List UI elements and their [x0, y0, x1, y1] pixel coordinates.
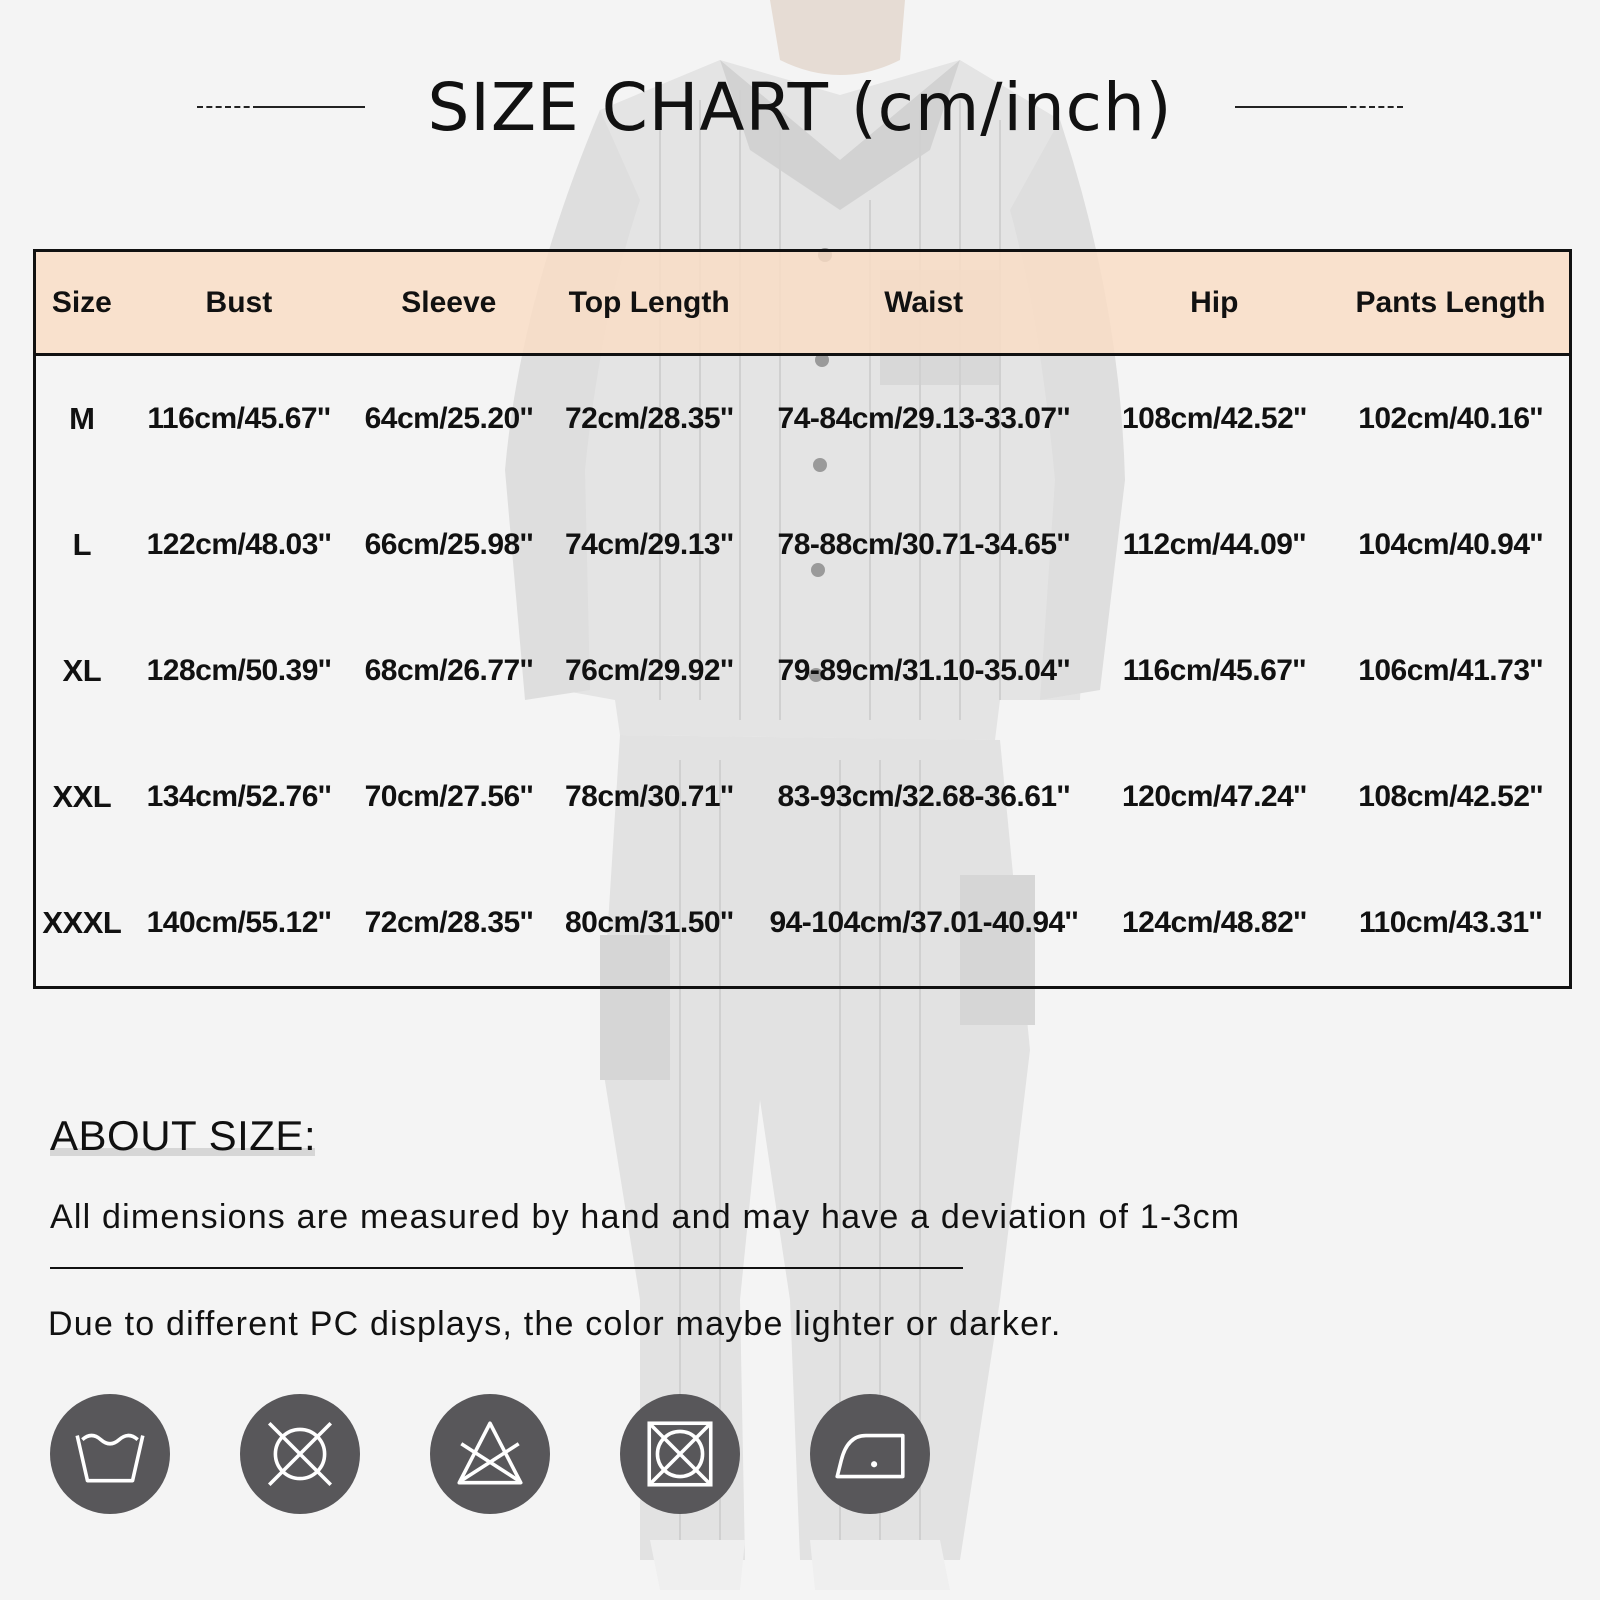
cell-hip: 116cm/45.67'' [1122, 653, 1306, 687]
cell-hip: 108cm/42.52'' [1121, 402, 1307, 435]
about-size-section [50, 1112, 316, 1160]
cell-size: XL [62, 652, 102, 688]
table-header-row [35, 251, 1571, 355]
size-chart-table [33, 249, 1572, 989]
title-decoration-left [197, 105, 365, 109]
cell-pants-length: 108cm/42.52'' [1358, 779, 1543, 813]
header-size: Size [35, 251, 128, 355]
header-pants-length: Pants Length [1332, 251, 1571, 355]
color-note: Due to different PC displays, the color maybe lighter or darker. [48, 1305, 1062, 1343]
do-not-tumble-dry-icon [620, 1394, 740, 1514]
cell-waist: 94-104cm/37.01-40.94'' [769, 905, 1078, 939]
cell-pants-length: 106cm/41.73'' [1358, 653, 1543, 687]
cell-waist: 78-88cm/30.71-34.65'' [777, 527, 1070, 561]
cell-bust: 134cm/52.76'' [146, 779, 332, 813]
cell-waist: 79-89cm/31.10-35.04'' [777, 653, 1070, 687]
cell-bust: 122cm/48.03'' [146, 527, 332, 561]
cell-bust: 116cm/45.67'' [147, 402, 331, 435]
title-decoration-right [1235, 105, 1403, 109]
cell-top-length: 80cm/31.50'' [564, 905, 734, 939]
cell-size: M [69, 401, 95, 436]
cell-sleeve: 72cm/28.35'' [364, 905, 533, 939]
care-icons-row [50, 1394, 930, 1514]
table-row [35, 482, 1571, 608]
iron-low-heat-icon [810, 1394, 930, 1514]
cell-pants-length: 110cm/43.31'' [1359, 905, 1542, 939]
cell-hip: 120cm/47.24'' [1121, 779, 1307, 813]
cell-pants-length: 104cm/40.94'' [1358, 527, 1543, 561]
cell-bust: 128cm/50.39'' [146, 653, 332, 687]
do-not-dry-clean-icon [240, 1394, 360, 1514]
title-row [0, 62, 1600, 152]
divider [50, 1267, 963, 1269]
cell-top-length: 76cm/29.92'' [564, 653, 734, 687]
cell-sleeve: 64cm/25.20'' [364, 402, 533, 435]
cell-hip: 124cm/48.82'' [1121, 905, 1307, 939]
about-size-title: ABOUT SIZE: [50, 1112, 317, 1159]
cell-size: XXXL [42, 904, 122, 940]
cell-sleeve: 70cm/27.56'' [364, 779, 533, 813]
header-waist: Waist [751, 251, 1097, 355]
page-title: SIZE CHART (cm/inch) [427, 68, 1173, 146]
table-row [35, 860, 1571, 988]
cell-top-length: 74cm/29.13'' [564, 527, 734, 561]
cell-size: L [72, 526, 92, 562]
header-bust: Bust [128, 251, 350, 355]
table-row [35, 734, 1571, 860]
hand-wash-icon [50, 1394, 170, 1514]
cell-hip: 112cm/44.09'' [1122, 527, 1306, 561]
table-row [35, 355, 1571, 483]
header-top-length: Top Length [547, 251, 750, 355]
cell-top-length: 72cm/28.35'' [564, 402, 734, 435]
cell-top-length: 78cm/30.71'' [564, 779, 734, 813]
cell-size: XXL [52, 778, 112, 814]
cell-waist: 83-93cm/32.68-36.61'' [777, 779, 1070, 813]
header-hip: Hip [1097, 251, 1332, 355]
cell-sleeve: 68cm/26.77'' [364, 653, 533, 687]
cell-sleeve: 66cm/25.98'' [364, 527, 533, 561]
header-sleeve: Sleeve [350, 251, 547, 355]
do-not-bleach-icon [430, 1394, 550, 1514]
cell-pants-length: 102cm/40.16'' [1358, 402, 1543, 435]
cell-bust: 140cm/55.12'' [146, 905, 332, 939]
cell-waist: 74-84cm/29.13-33.07'' [777, 402, 1070, 435]
table-row [35, 608, 1571, 734]
measurement-note: All dimensions are measured by hand and may have a deviation of 1-3cm [50, 1198, 1241, 1236]
